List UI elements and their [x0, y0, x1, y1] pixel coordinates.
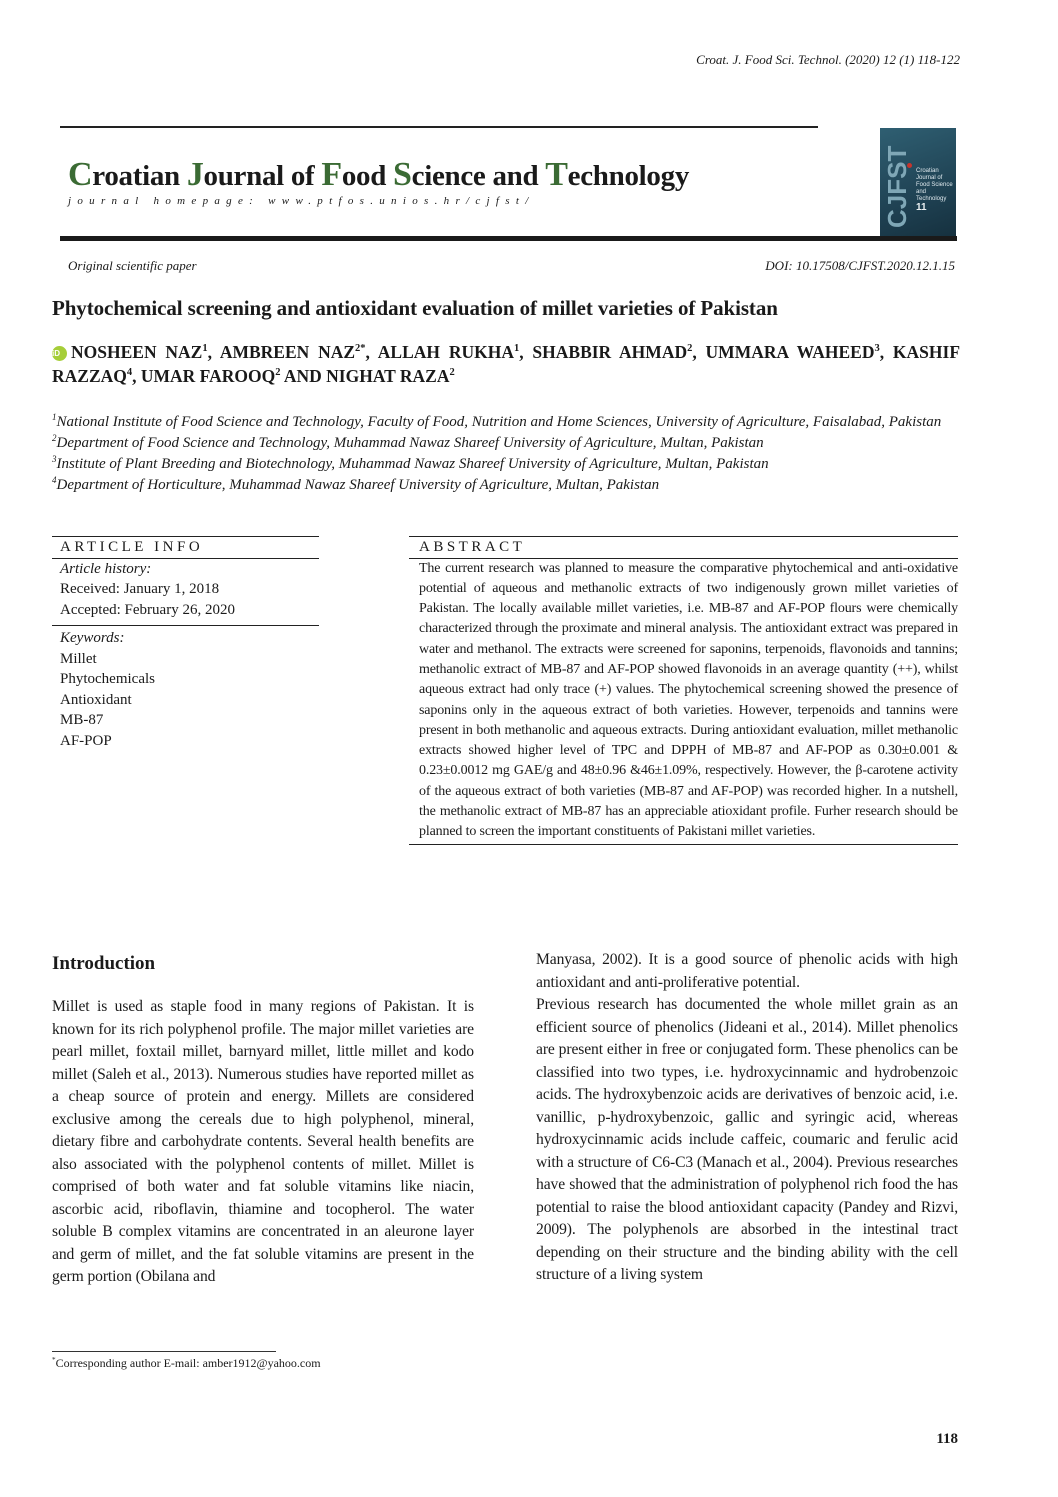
intro-column-left: Millet is used as staple food in many regions of Pakistan. It is known for its rich polyphenol profile. The major millet varieties are pearl millet, foxtail millet, barnyard millet, little millet and kodo millet (Saleh et al., 2013). Numerous studies have reported millet as a cheap source of protein and energy. Millets are considered exclusive among the cereals due to high polyphenol, mineral, dietary fibre and carbohydrate contents. Several health benefits are also associated with the polyphenol contents of millet. Millet is comprised of both water and fat soluble vitamins like niacin, ascorbic acid, riboflavin, thiamine and tocopherol. The water soluble B complex vitamins are concentrated in an aleurone layer and germ of millet, and the fat soluble vitamins are present in the germ portion (Obilana and — [52, 998, 474, 1285]
footnote-text: Corresponding author E-mail: amber1912@yahoo.com — [55, 1356, 321, 1370]
affiliation — [52, 454, 958, 475]
affiliation — [52, 412, 958, 433]
author-affiliation-marker: 2 — [449, 367, 455, 379]
keyword: Phytochemicals — [60, 671, 155, 687]
journal-name-capital: J — [186, 156, 204, 193]
page-number: 118 — [936, 1431, 958, 1447]
author-name: UMMARA WAHEED — [705, 342, 875, 362]
journal-name-capital: T — [545, 156, 568, 193]
footnote-marker: * — [52, 1356, 56, 1364]
affiliation-marker: 1 — [52, 412, 57, 422]
author-affiliation-marker: 3 — [874, 343, 880, 355]
history-label: Article history: — [60, 560, 152, 577]
header-thick-rule — [60, 236, 957, 241]
journal-citation: Croat. J. Food Sci. Technol. (2020) 12 (1) 118-122 — [696, 52, 960, 67]
affiliation-text: Department of Food Science and Technology, Muhammad Nawaz Shareef University of Agriculture, Multan, Pakistan — [56, 435, 764, 451]
keyword: MB-87 — [60, 712, 104, 728]
author-affiliation-marker: 2* — [355, 343, 366, 355]
article-info-heading: ARTICLE INFO — [60, 539, 204, 555]
keywords-label: Keywords: — [60, 630, 125, 646]
author-name: KASHIF RAZZAQ — [52, 342, 961, 386]
paper-title: Phytochemical screening and antioxidant evaluation of millet varieties of Pakistan — [52, 296, 778, 320]
journal-name — [68, 156, 689, 194]
author-name: ALLAH RUKHA — [377, 342, 514, 362]
keyword: Antioxidant — [60, 691, 132, 708]
author-name: NOSHEEN NAZ — [71, 342, 203, 362]
author-list: iD NOSHEEN NAZ$^1$, AMBREEN $NAZ^{2*}$, ALLAH RUKHA$^1$, SHABBIR AHMAD$^2$, UMMARA WAHEED$^3$, KASHIF RAZZAQ$^4$, UMAR FAROOQ$^2$ AND NIGHAT RAZA$^2$ — [52, 342, 961, 386]
footnote-rule — [52, 1351, 276, 1352]
orcid-icon[interactable]: iD — [52, 346, 67, 361]
abstract-heading: ABSTRACT — [419, 539, 526, 555]
author-name: SHABBIR AHMAD — [532, 342, 688, 362]
abstract-bottom-rule — [409, 844, 958, 845]
journal-name-part: roatian — [92, 160, 187, 192]
header-rule — [60, 126, 818, 128]
author-name: AMBREEN NAZ — [219, 342, 356, 362]
paper-type: Original scientific paper — [68, 258, 197, 273]
journal-name-capital: F — [321, 156, 342, 193]
affiliation-marker: 4 — [52, 475, 57, 485]
intro-paragraph-2: Previous research has documented the whole millet grain as an efficient source of phenolics (Jideani et al., 2014). Millet phenolics are present either in free or conjugated form. These phenolics can be classified into two types, i.e. hydroxycinnamic and hydrobenzoic acids. The hydroxybenzoic acids are derivatives of benzoic acid, i.e. vanillic, p-hydroxybenzoic, gallic and syringic acid, whereas hydroxycinnamic acids include caffeic, coumaric and ferulic acid with a structure of C6-C3 (Manach et al., 2004). Previous researches have showed that the administration of polyphenol rich food the has potential to raise the blood antioxidant capacity (Pandey and Rizvi, 2009). The polyphenols are absorbed in the intestinal tract depending on their structure and the binding ability with the cell structure of a living system — [536, 996, 958, 1283]
author-affiliation-marker: 2 — [687, 343, 693, 355]
keyword-list — [52, 649, 319, 752]
received-date: Received: January 1, 2018 — [60, 581, 220, 597]
cover-text: Croatian Journal of Food Science and Technology — [916, 168, 953, 202]
journal-homepage[interactable]: journal homepage: www.ptfos.unios.hr/cjfst/ — [68, 195, 535, 207]
keyword: AF-POP — [60, 732, 112, 749]
affiliation-text: Institute of Plant Breeding and Biotechnology, Muhammad Nawaz Shareef University of Agriculture, Multan, Pakistan — [56, 456, 769, 472]
journal-name-capital: S — [393, 156, 412, 193]
doi[interactable]: DOI: 10.17508/CJFST.2020.12.1.15 — [765, 258, 955, 273]
author-affiliation-marker: 1 — [202, 343, 208, 355]
intro-column-right — [536, 949, 958, 1287]
intro-paragraph-1: Manyasa, 2002). It is a good source of phenolic acids with high antioxidant and anti-proliferative potential. — [536, 951, 958, 991]
keyword: Millet — [60, 650, 97, 667]
cover-issue: 11 — [916, 202, 927, 213]
affiliation-text: Department of Horticulture, Muhammad Nawaz Shareef University of Agriculture, Multan, Pakistan — [56, 477, 660, 493]
author-affiliation-marker: 2 — [275, 367, 281, 379]
abstract-text: The current research was planned to measure the comparative phytochemical and anti-oxidative potential of aqueous and methanolic extracts of two indigenously grown millet varieties of Pakistan. The locally available millet varieties, i.e. MB-87 and AF-POP flours were chemically characterized through the proximate and mineral analysis. The antioxidant extract was prepared in water and methanol. The extracts were screened for saponins, terpenoids, flavonoids and tannins; methanolic extract of MB-87 and AF-POP showed flavonoids in an average quantity (++), whilst aqueous extract had only trace (+) values. The phytochemical screening showed the presence of saponins only in the aqueous extract of both varieties. However, terpenoids and tannins were present in both methanolic and aqueous extracts. During antioxidant evaluation, millet methanolic extracts showed higher level of TPC and DPPH of MB-87 and AF-POP as 0.30±0.001 & 0.23±0.0012 mg GAE/g and 48±0.96 &46±1.09%, respectively. However, the β-carotene activity of the aqueous extract of both varieties (MB-87 and AF-POP) was recorded higher. In a nutshell, the methanolic extract of MB-87 has an appreciable atioxidant profile. Furher research should be planned to screen the important constituents of Pakistani millet varieties. — [419, 560, 958, 840]
author-name: UMAR FAROOQ — [140, 366, 276, 386]
affiliation — [52, 433, 958, 454]
journal-cover-image — [880, 128, 956, 236]
journal-name-part: echnology — [567, 160, 690, 192]
author-name: NIGHAT RAZA — [326, 366, 450, 386]
affiliation-text: National Institute of Food Science and Technology, Faculty of Food, Nutrition and Home Sciences, University of Agriculture, Faisalabad, Pakistan — [56, 414, 942, 430]
introduction-heading: Introduction — [52, 953, 156, 974]
footnote — [52, 1356, 321, 1371]
info-mid-rule — [52, 625, 319, 626]
affiliation — [52, 475, 958, 496]
affiliation-marker: 3 — [52, 454, 57, 464]
affiliation-marker: 2 — [52, 433, 57, 443]
journal-name-part: ournal of — [203, 160, 322, 192]
author-affiliation-marker: 4 — [126, 367, 133, 379]
journal-name-part: ood — [341, 160, 394, 192]
journal-name-capital: C — [68, 156, 93, 193]
journal-name-part: cience and — [411, 160, 546, 192]
abstract-box — [409, 536, 958, 845]
author-affiliation-marker: 1 — [513, 343, 520, 355]
cover-logo: CJFST — [882, 145, 912, 228]
article-info-box — [52, 536, 319, 751]
affiliations — [52, 412, 958, 496]
accepted-date: Accepted: February 26, 2020 — [60, 601, 235, 618]
